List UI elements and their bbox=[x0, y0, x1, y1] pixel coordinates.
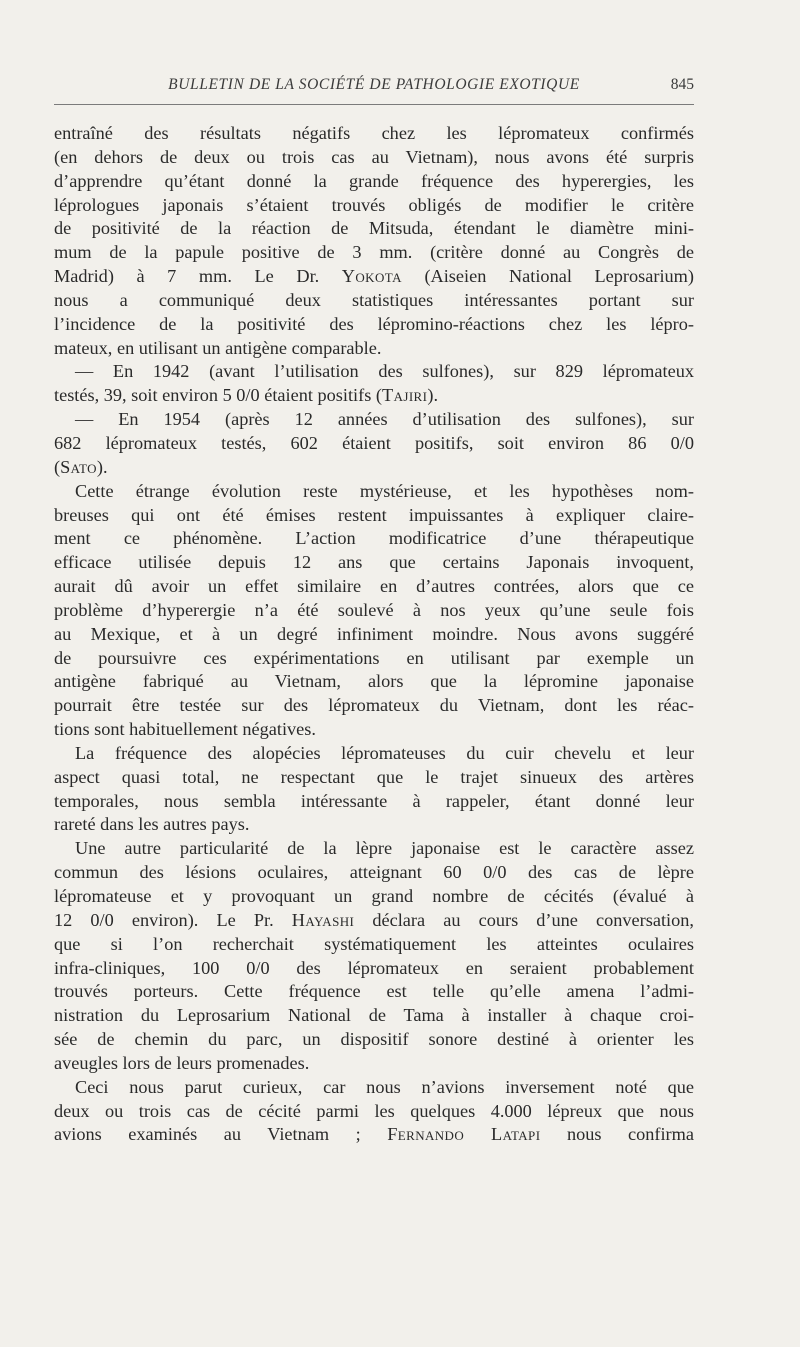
text-line: l’incidence de la positivité des lépromino-réactions chez les lépro- bbox=[54, 313, 694, 334]
paragraph-1 bbox=[54, 122, 694, 360]
text-line: sée de chemin du parc, un dispositif sonore destiné à orienter les bbox=[54, 1029, 694, 1050]
body-text bbox=[54, 122, 694, 1147]
text-line: temporales, nous sembla intéressante à rappeler, étant donné leur bbox=[54, 790, 694, 811]
paragraph-7 bbox=[54, 1076, 694, 1148]
text-line: infra-cliniques, 100 0/0 des lépromateux en seraient probablement bbox=[54, 957, 694, 978]
text-line: nous a communiqué deux statistiques intéressantes portant sur bbox=[54, 289, 694, 310]
text-line bbox=[54, 265, 694, 289]
text-line: rareté dans les autres pays. bbox=[54, 814, 250, 835]
header-rule bbox=[54, 104, 694, 105]
paragraph-3 bbox=[54, 408, 694, 480]
text-line: de positivité de la réaction de Mitsuda, étendant le diamètre mini- bbox=[54, 218, 694, 239]
page-number: 845 bbox=[670, 76, 694, 93]
text-line: aveugles lors de leurs promenades. bbox=[54, 1052, 310, 1073]
author-name: Yokota bbox=[341, 266, 402, 287]
text-line: mateux, en utilisant un antigène comparable. bbox=[54, 337, 382, 358]
text-line bbox=[54, 456, 694, 480]
text-line: — En 1954 (après 12 années d’utilisation des sulfones), sur bbox=[75, 409, 694, 430]
text-line bbox=[54, 909, 694, 933]
text-line: Ceci nous parut curieux, car nous n’avions inversement noté que bbox=[75, 1076, 694, 1097]
text-line: lépromateuse et y provoquant un grand nombre de cécités (évalué à bbox=[54, 886, 694, 906]
text-line: tions sont habituellement négatives. bbox=[54, 719, 316, 740]
text-segment: déclara au cours d’une conversation, bbox=[354, 909, 694, 930]
text-line: de poursuivre ces expérimentations en utilisant par exemple un bbox=[54, 647, 694, 668]
text-line: commun des lésions oculaires, atteignant 60 0/0 des cas de lèpre bbox=[54, 862, 694, 883]
text-line: La fréquence des alopécies lépromateuses du cuir chevelu et leur bbox=[75, 742, 694, 763]
text-line: que si l’on recherchait systématiquement les atteintes oculaires bbox=[54, 933, 694, 954]
text-segment: Madrid) à 7 mm. Le Dr. bbox=[54, 266, 342, 287]
running-header bbox=[54, 76, 694, 104]
text-line: antigène fabriqué au Vietnam, alors que la lépromine japonaise bbox=[54, 671, 694, 692]
paragraph-6 bbox=[54, 837, 694, 1075]
running-title: BULLETIN DE LA SOCIÉTÉ DE PATHOLOGIE EXOTIQUE bbox=[168, 76, 580, 93]
text-line: — En 1942 (avant l’utilisation des sulfones), sur 829 lépromateux bbox=[75, 361, 694, 382]
text-line: breuses qui ont été émises restent impuissantes à expliquer claire- bbox=[54, 504, 694, 525]
text-line: problème d’hyperergie n’a été soulevé à nos yeux qu’une seule fois bbox=[54, 599, 694, 620]
text-segment: ). bbox=[96, 456, 108, 477]
author-name: Tajiri bbox=[382, 385, 428, 406]
text-line: pourrait être testée sur des lépromateux du Vietnam, dont les réac- bbox=[54, 695, 694, 716]
text-line: ment ce phénomène. L’action modificatrice d’une thérapeutique bbox=[54, 528, 694, 549]
text-segment: nous confirma bbox=[540, 1124, 694, 1145]
author-name: Hayashi bbox=[291, 909, 355, 930]
text-segment: testés, 39, soit environ 5 0/0 étaient positifs ( bbox=[54, 385, 383, 406]
text-line: (en dehors de deux ou trois cas au Vietnam), nous avons été surpris bbox=[54, 146, 694, 167]
paragraph-4 bbox=[54, 480, 694, 742]
text-segment: 12 0/0 environ). Le Pr. bbox=[54, 909, 292, 930]
text-line: nistration du Leprosarium National de Tama à installer à chaque croi- bbox=[54, 1005, 694, 1026]
text-line bbox=[54, 384, 694, 408]
text-line: au Mexique, et à un degré infiniment moindre. Nous avons suggéré bbox=[54, 623, 694, 644]
text-segment: (Aiseien National Leprosarium) bbox=[401, 266, 694, 287]
paragraph-2 bbox=[54, 360, 694, 408]
text-line: Cette étrange évolution reste mystérieuse, et les hypothèses nom- bbox=[75, 480, 694, 501]
author-name: Sato bbox=[60, 456, 97, 477]
text-line: deux ou trois cas de cécité parmi les quelques 4.000 lépreux que nous bbox=[54, 1100, 694, 1121]
text-line: entraîné des résultats négatifs chez les lépromateux confirmés bbox=[54, 123, 694, 143]
text-line: aurait dû avoir un effet similaire en d’autres contrées, alors que ce bbox=[54, 576, 694, 597]
text-line: mum de la papule positive de 3 mm. (critère donné au Congrès de bbox=[54, 242, 694, 263]
text-segment: avions examinés au Vietnam ; bbox=[54, 1124, 388, 1145]
text-line: Une autre particularité de la lèpre japonaise est le caractère assez bbox=[75, 838, 694, 859]
text-line: aspect quasi total, ne respectant que le trajet sinueux des artères bbox=[54, 766, 694, 787]
text-line: d’apprendre qu’étant donné la grande fréquence des hyperergies, les bbox=[54, 170, 694, 191]
text-segment: ). bbox=[427, 385, 439, 406]
text-line: efficace utilisée depuis 12 ans que certains Japonais invoquent, bbox=[54, 552, 694, 573]
author-name: Fernando Latapi bbox=[387, 1124, 541, 1145]
text-line bbox=[54, 1123, 694, 1147]
text-segment: ( bbox=[54, 456, 61, 477]
text-line: 682 lépromateux testés, 602 étaient positifs, soit environ 86 0/0 bbox=[54, 432, 694, 453]
paragraph-5 bbox=[54, 742, 694, 837]
text-line: léprologues japonais s’étaient trouvés obligés de modifier le critère bbox=[54, 194, 694, 215]
text-line: trouvés porteurs. Cette fréquence est telle qu’elle amena l’admi- bbox=[54, 981, 694, 1002]
